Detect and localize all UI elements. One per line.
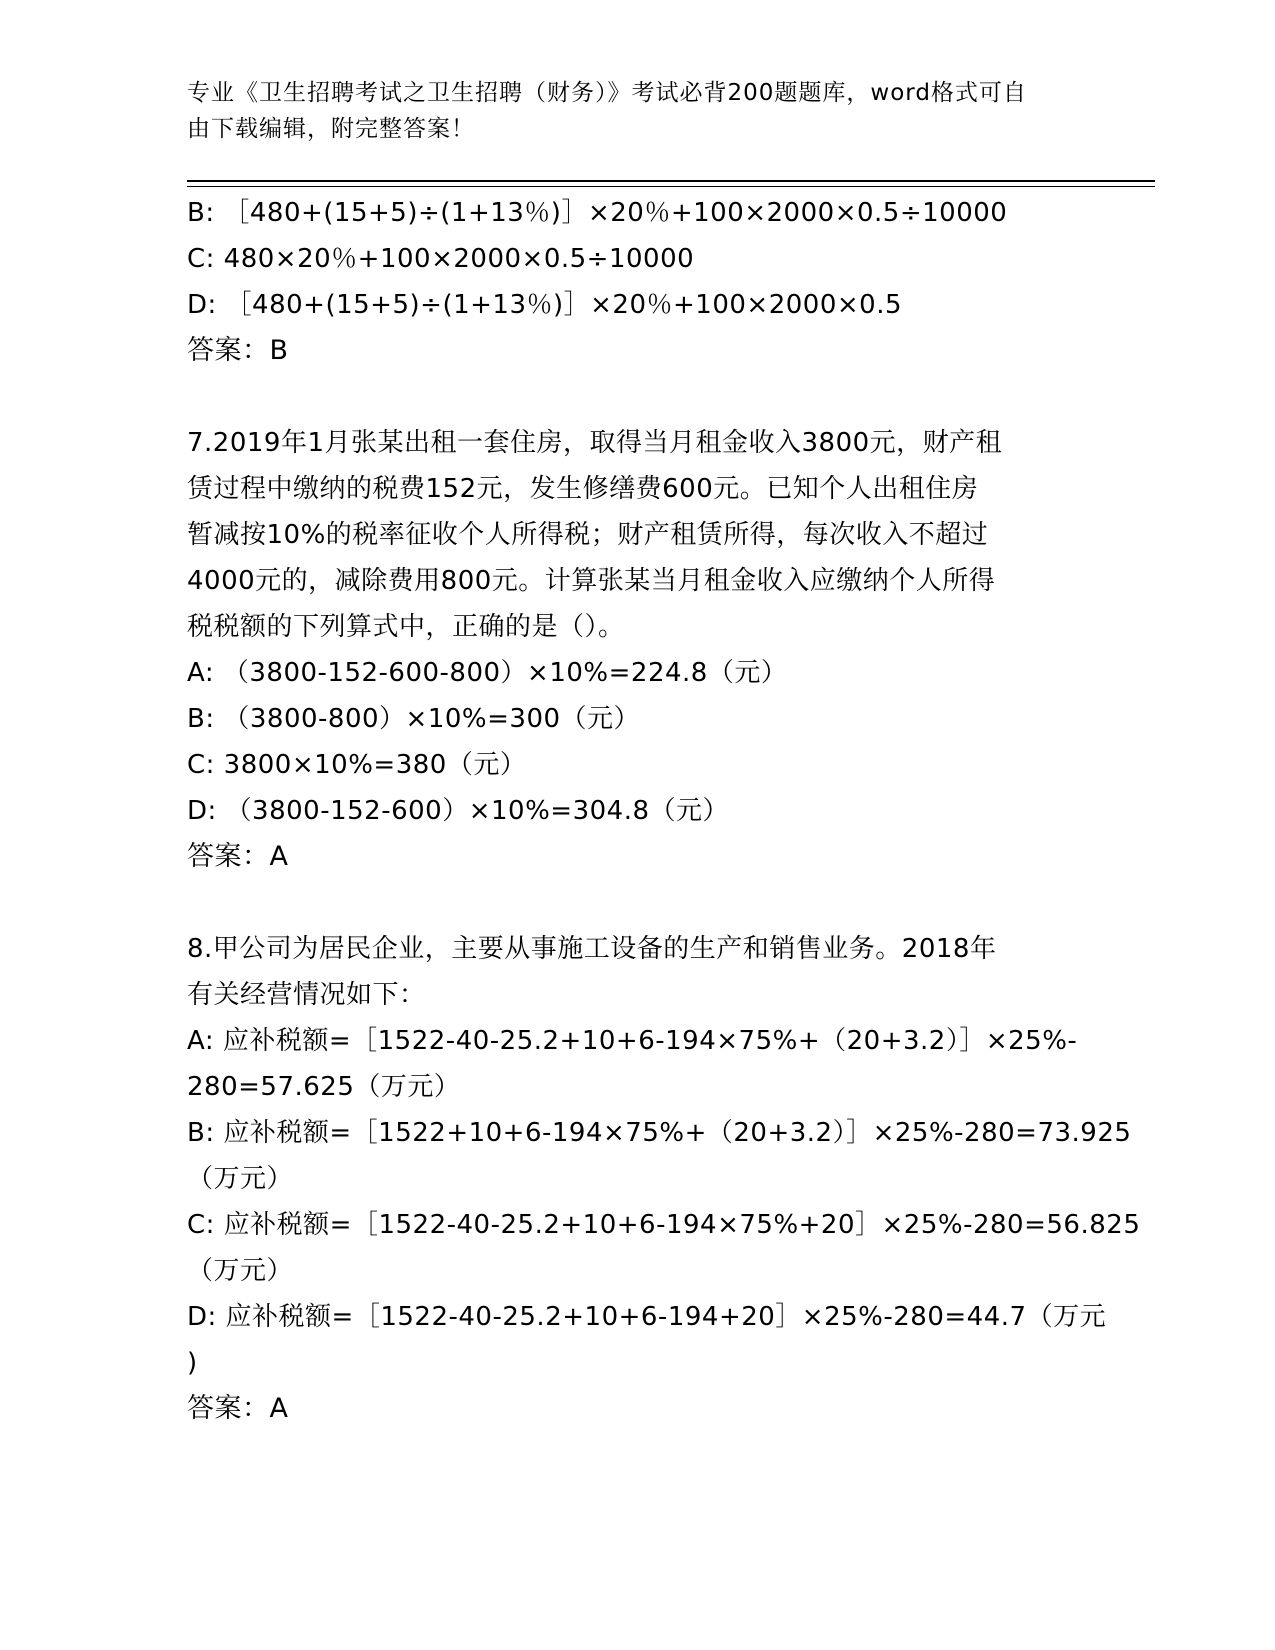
q8-stem-line: 8.甲公司为居民企业，主要从事施工设备的生产和销售业务。2018年 — [187, 934, 997, 964]
q7-option-b: B: （3800-800）×10%=300（元） — [187, 704, 641, 734]
q8-option-a-line: A: 应补税额=［1522-40-25.2+10+6-194×75%+（20+3.2）］×25%- — [187, 1026, 1078, 1056]
q6-option-c: C: 480×20％+100×2000×0.5÷10000 — [187, 244, 695, 274]
q8-option-b-line: （万元） — [187, 1164, 294, 1194]
document-body — [187, 190, 1141, 1432]
q7-answer: 答案：A — [187, 841, 289, 872]
header-line-1: 专业《卫生招聘考试之卫生招聘（财务）》考试必背200题题库，word格式可自 — [187, 80, 1027, 106]
question-8 — [187, 926, 1141, 1432]
q8-option-d-line: ) — [187, 1348, 198, 1378]
spacer — [187, 374, 1087, 420]
spacer — [187, 880, 1087, 926]
document-header — [187, 75, 1087, 147]
q7-stem-line: 4000元的，减除费用800元。计算张某当月租金收入应缴纳个人所得 — [187, 566, 996, 596]
q7-stem-line: 暂减按10%的税率征收个人所得税；财产租赁所得，每次收入不超过 — [187, 520, 989, 550]
header-divider — [187, 180, 1155, 182]
q8-answer: 答案：A — [187, 1393, 289, 1424]
q8-option-c-line: C: 应补税额=［1522-40-25.2+10+6-194×75%+20］×25%-280=56.825 — [187, 1210, 1141, 1240]
q8-option-c-line: （万元） — [187, 1256, 294, 1286]
q7-option-a: A: （3800-152-600-800）×10%=224.8（元） — [187, 658, 788, 688]
q7-stem-line: 赁过程中缴纳的税费152元，发生修缮费600元。已知个人出租住房 — [187, 474, 979, 504]
q7-stem-line: 税税额的下列算式中，正确的是（）。 — [187, 612, 625, 642]
q7-stem-line: 7.2019年1月张某出租一套住房，取得当月租金收入3800元，财产租 — [187, 428, 1003, 458]
q6-answer: 答案：B — [187, 335, 289, 366]
header-line-2: 由下载编辑，附完整答案！ — [187, 116, 475, 142]
header-divider-thin — [187, 186, 1155, 187]
q8-option-a-line: 280=57.625（万元） — [187, 1072, 461, 1102]
q6-option-b: B: ［480+(15+5)÷(1+13％)］×20％+100×2000×0.5÷10000 — [187, 198, 1008, 228]
q8-stem-line: 有关经营情况如下： — [187, 980, 426, 1010]
q7-option-c: C: 3800×10%=380（元） — [187, 750, 527, 780]
q6-option-d: D: ［480+(15+5)÷(1+13％)］×20％+100×2000×0.5 — [187, 290, 903, 320]
q7-option-d: D: （3800-152-600）×10%=304.8（元） — [187, 796, 730, 826]
q8-option-b-line: B: 应补税额=［1522+10+6-194×75%+（20+3.2）］×25%-280=73.925 — [187, 1118, 1132, 1148]
question-7 — [187, 420, 1087, 880]
question-6-tail — [187, 190, 1087, 374]
q8-option-d-line: D: 应补税额=［1522-40-25.2+10+6-194+20］×25%-280=44.7（万元 — [187, 1302, 1107, 1332]
